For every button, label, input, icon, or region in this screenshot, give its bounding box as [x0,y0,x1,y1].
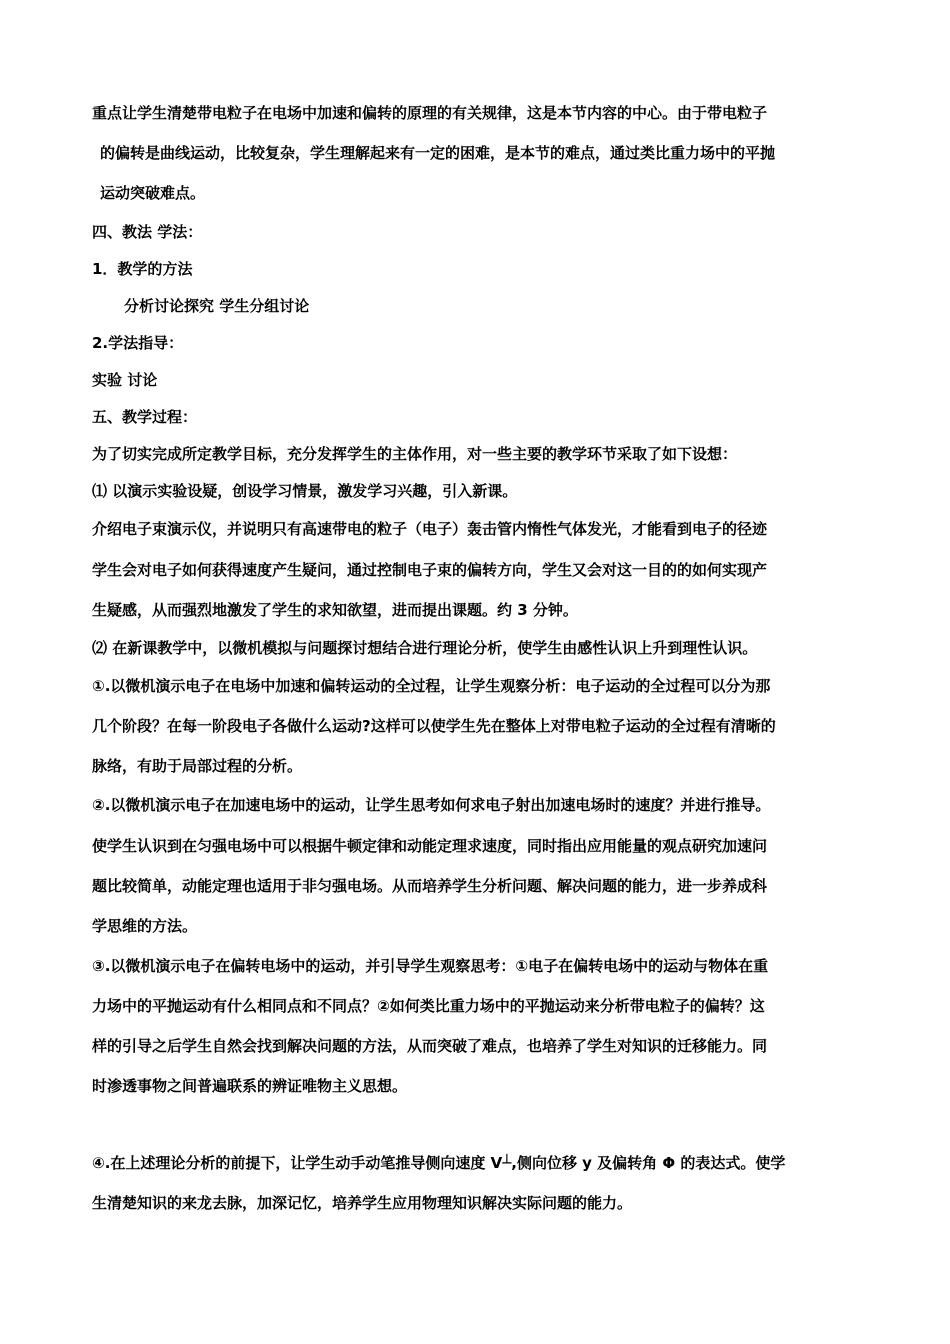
paragraph-line: 题比较简单，动能定理也适用于非匀强电场。从而培养学生分析问题、解决问题的能力，进一步养成科 [92,877,768,895]
paragraph-line: ⑵ 在新课教学中，以微机模拟与问题探讨想结合进行理论分析，使学生由感性认识上升到理性认识。 [92,639,758,657]
paragraph-line: 时渗透事物之间普遍联系的辨证唯物主义思想。 [92,1077,408,1095]
paragraph-line: ①.以微机演示电子在电场中加速和偏转运动的全过程，让学生观察分析：电子运动的全过程可以分为那 [92,677,771,695]
paragraph-line: 学生会对电子如何获得速度产生疑问，通过控制电子束的偏转方向，学生又会对这一目的的如何实现产 [92,561,768,579]
paragraph-line: 分析讨论探究 学生分组讨论 [124,297,310,315]
paragraph-line: 生清楚知识的来龙去脉，加深记忆，培养学生应用物理知识解决实际问题的能力。 [92,1194,633,1212]
paragraph-line: 使学生认识到在匀强电场中可以根据牛顿定律和动能定理求速度，同时指出应用能量的观点研究加速问 [92,837,768,855]
paragraph-line: 重点让学生清楚带电粒子在电场中加速和偏转的原理的有关规律，这是本节内容的中心。由于带电粒子 [92,104,768,122]
paragraph-line: 实验 讨论 [92,371,158,389]
subsection-heading: 1．教学的方法 [92,260,193,278]
paragraph-line: 样的引导之后学生自然会找到解决问题的方法，从而突破了难点，也培养了学生对知识的迁移能力。同 [92,1037,768,1055]
section-heading: 四、教法 学法： [92,223,203,241]
paragraph-line: ②.以微机演示电子在加速电场中的运动，让学生思考如何求电子射出加速电场时的速度？并进行推导。 [92,796,771,814]
paragraph-line: 脉络，有助于局部过程的分析。 [92,757,303,775]
section-heading: 五、教学过程： [92,408,198,426]
paragraph-line: 为了切实完成所定教学目标，充分发挥学生的主体作用，对一些主要的教学环节采取了如下设想： [92,445,738,463]
paragraph-line: ④.在上述理论分析的前提下，让学生动手动笔推导侧向速度 V┴,侧向位移 y 及偏转角 Φ 的表达式。使学 [92,1154,786,1172]
paragraph-line: 介绍电子束演示仪，并说明只有高速带电的粒子（电子）轰击管内惰性气体发光，才能看到电子的径迹 [92,520,768,538]
paragraph-line: ⑴ 以演示实验设疑，创设学习情景，激发学习兴趣，引入新课。 [92,482,518,500]
subsection-heading: 2.学法指导： [92,334,184,352]
paragraph-line: 几个阶段？在每一阶段电子各做什么运动?这样可以使学生先在整体上对带电粒子运动的全过程有清晰的 [92,717,776,735]
paragraph-line: 的偏转是曲线运动，比较复杂，学生理解起来有一定的困难，是本节的难点，通过类比重力场中的平抛 [100,144,776,162]
paragraph-line: 力场中的平抛运动有什么相同点和不同点？②如何类比重力场中的平抛运动来分析带电粒子的偏转？这 [92,997,765,1015]
paragraph-line: 生疑感，从而强烈地激发了学生的求知欲望，进而提出课题。约 3 分钟。 [92,601,578,619]
paragraph-line: 学思维的方法。 [92,917,198,935]
paragraph-line: ③.以微机演示电子在偏转电场中的运动，并引导学生观察思考：①电子在偏转电场中的运动与物体在重 [92,957,769,975]
paragraph-line: 运动突破难点。 [100,184,206,202]
